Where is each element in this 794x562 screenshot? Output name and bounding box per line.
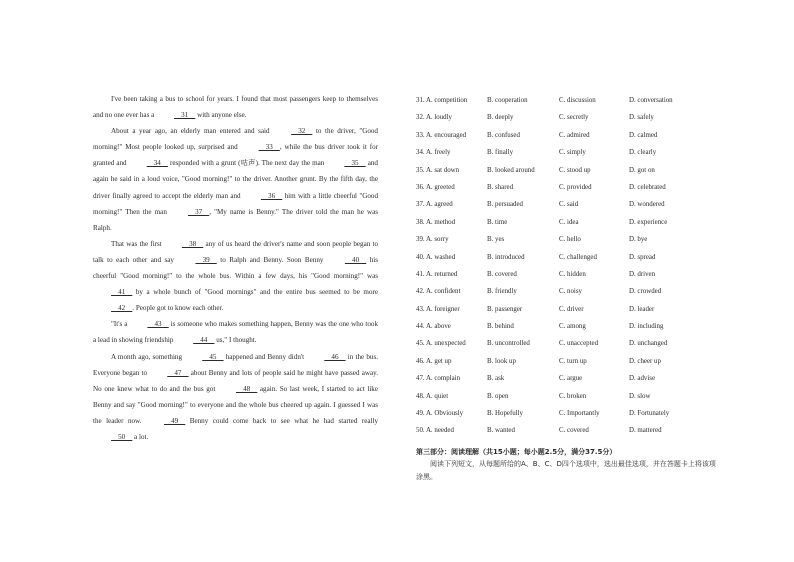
option-b: B. open — [487, 392, 509, 400]
option-c: C. admired — [559, 131, 590, 139]
cloze-blank-47: 47 — [167, 368, 189, 377]
passage-text: is someone who makes something happen, Benny was the one who took a lead in showing friendship — [93, 320, 378, 345]
option-c: C. Importantly — [559, 410, 600, 418]
option-d: D. got on — [629, 166, 655, 174]
option-b: B. ask — [487, 375, 505, 383]
option-b: B. persuaded — [487, 201, 523, 209]
passage-text: him with a little cheerful "Good morning!" Then the man — [93, 191, 378, 216]
passage-text: "It's a — [111, 320, 130, 329]
passage-text: any of us heard the driver's name and soon people began to talk to each other and say — [93, 239, 378, 264]
option-row — [416, 393, 716, 410]
passage-paragraph — [93, 349, 378, 446]
option-d: D. leader — [629, 305, 655, 313]
section-title: 第三部分：阅读理解（共15小题；每小题2.5分，满分37.5分） — [416, 448, 617, 456]
option-row — [416, 132, 716, 149]
option-c: C. covered — [559, 427, 589, 435]
option-b: B. cooperation — [487, 97, 528, 104]
passage-text: . People got to know each other. — [132, 304, 224, 313]
option-d: D. crowded — [629, 288, 662, 296]
option-d: D. including — [629, 323, 664, 331]
option-d: D. slow — [629, 392, 651, 400]
option-b: B. look up — [487, 357, 516, 365]
option-row — [416, 97, 716, 114]
cloze-blank-50: 50 — [111, 432, 133, 441]
option-a: 32. A. loudly — [416, 114, 452, 122]
option-a: 42. A. confident — [416, 288, 461, 296]
option-c: C. hello — [559, 236, 581, 244]
passage-text: again. So last week, I started to act like Benny and say "Good morning!" to everyone and the whole bus cheered up again. I guessed I was the leader now. — [93, 384, 378, 425]
option-a: 38. A. method — [416, 218, 456, 226]
option-row — [416, 219, 716, 236]
option-b: B. shared — [487, 183, 514, 191]
passage-text: by a whole bunch of "Good mornings" and the entire bus seemed to be more — [132, 288, 378, 297]
cloze-blank-43: 43 — [147, 320, 169, 329]
option-a: 34. A. freely — [416, 149, 451, 157]
cloze-blank-39: 39 — [195, 255, 217, 264]
option-row — [416, 149, 716, 166]
passage-text: A month ago, something — [111, 352, 185, 361]
passage-text: with anyone else. — [195, 111, 247, 120]
cloze-passage — [93, 91, 378, 445]
option-row — [416, 410, 716, 427]
option-a: 48. A. quiet — [416, 392, 449, 400]
option-d: D. advise — [629, 375, 656, 383]
cloze-blank-34: 34 — [146, 159, 168, 168]
option-a: 45. A. unexpected — [416, 340, 466, 348]
option-d: D. wondered — [629, 201, 665, 209]
passage-text: and again he said in a loud voice, "Good morning!" to the driver. Another grunt. By the fifth day, the driver finally agreed to accept the elderly man and — [93, 159, 378, 200]
option-a: 33. A. encouraged — [416, 131, 467, 139]
passage-text: about Benny and lots of people said he might have passed away. No one knew what to do and the bus got — [93, 368, 378, 393]
passage-text: , while the bus driver took it for granted and — [93, 143, 378, 168]
option-d: D. experience — [629, 218, 668, 226]
section-instruction: 阅读下列短文，从每题所给的A、B、C、D四个选项中，选出最佳选项，并在答题卡上将该项涂黑。 — [416, 460, 716, 481]
cloze-blank-42: 42 — [111, 304, 133, 313]
cloze-blank-41: 41 — [111, 288, 133, 297]
option-row — [416, 306, 716, 323]
option-row — [416, 114, 716, 131]
passage-text: happened and Benny didn't — [223, 352, 307, 361]
option-a: 47. A. complain — [416, 375, 461, 383]
passage-text: , "My name is Benny." The driver told the man he was Ralph. — [93, 207, 378, 232]
passage-text: in the bus. Everyone began to — [93, 352, 378, 377]
option-b: B. behind — [487, 323, 514, 331]
option-a: 50. A. needed — [416, 427, 454, 435]
passage-text: to the driver, "Good morning!" Most people looked up, surprised and — [93, 127, 378, 152]
passage-text: us," I thought. — [214, 336, 257, 345]
option-d: D. celebrated — [629, 183, 666, 191]
cloze-blank-45: 45 — [202, 352, 224, 361]
passage-text: to Ralph and Benny. Soon Benny — [216, 255, 327, 264]
option-row — [416, 288, 716, 305]
option-b: B. deeply — [487, 114, 514, 122]
option-row — [416, 427, 716, 444]
option-row — [416, 358, 716, 375]
option-c: C. simply — [559, 149, 586, 157]
option-b: B. friendly — [487, 288, 517, 296]
option-d: D. spread — [629, 253, 656, 261]
option-d: D. mattered — [629, 427, 662, 435]
option-c: C. discussion — [559, 97, 596, 104]
option-a: 37. A. agreed — [416, 201, 453, 209]
option-a: 49. A. Obviously — [416, 410, 464, 418]
option-row — [416, 271, 716, 288]
option-a: 31. A. competition — [416, 97, 468, 104]
option-c: C. among — [559, 323, 586, 331]
option-row — [416, 340, 716, 357]
option-b: B. covered — [487, 270, 517, 278]
option-a: 36. A. greeted — [416, 183, 455, 191]
cloze-blank-48: 48 — [235, 384, 258, 393]
passage-paragraph — [93, 123, 378, 236]
option-b: B. wanted — [487, 427, 515, 435]
option-row — [416, 375, 716, 392]
option-c: C. broken — [559, 392, 587, 400]
option-a: 41. A. returned — [416, 270, 458, 278]
option-a: 39. A. sorry — [416, 236, 449, 244]
option-a: 44. A. above — [416, 323, 451, 331]
option-row — [416, 254, 716, 271]
passage-text: his cheerful "Good morning!" to the whole bus. Within a few days, his "Good morning!" was — [93, 255, 379, 281]
option-d: D. unchanged — [629, 340, 668, 348]
option-d: D. cheer up — [629, 357, 661, 365]
option-b: B. finally — [487, 149, 514, 157]
cloze-options — [416, 97, 716, 445]
option-row — [416, 236, 716, 253]
cloze-blank-49: 49 — [163, 416, 186, 425]
cloze-blank-36: 36 — [260, 191, 283, 200]
option-b: B. time — [487, 218, 508, 226]
option-a: 43. A. foreigner — [416, 305, 460, 313]
passage-text: I've been taking a bus to school for years. I found that most passengers keep to themselves and no one ever has a — [93, 95, 378, 120]
cloze-blank-40: 40 — [344, 255, 367, 264]
option-d: D. calmed — [629, 131, 658, 139]
option-c: C. said — [559, 201, 579, 209]
option-c: C. noisy — [559, 288, 582, 296]
option-row — [416, 167, 716, 184]
option-c: C. unaccepted — [559, 340, 599, 348]
option-a: 40. A. washed — [416, 253, 456, 261]
option-c: C. stood up — [559, 166, 591, 174]
option-c: C. turn up — [559, 357, 587, 365]
option-c: C. driver — [559, 305, 584, 313]
passage-paragraph — [93, 316, 378, 348]
cloze-blank-31: 31 — [174, 111, 196, 120]
reading-section-header — [416, 446, 716, 484]
option-c: C. argue — [559, 375, 583, 383]
cloze-blank-44: 44 — [193, 336, 215, 345]
option-c: C. idea — [559, 218, 579, 226]
passage-text: That was the first — [111, 239, 164, 248]
option-b: B. looked around — [487, 166, 535, 174]
option-b: B. uncontrolled — [487, 340, 530, 348]
option-a: 35. A. sat down — [416, 166, 460, 174]
option-d: D. bye — [629, 236, 648, 244]
option-d: D. Fortunately — [629, 410, 670, 418]
option-c: C. hidden — [559, 270, 586, 278]
passage-text: responded with a grunt (咕声). The next day the man — [167, 159, 327, 168]
option-row — [416, 201, 716, 218]
cloze-blank-46: 46 — [324, 352, 346, 361]
option-d: D. driven — [629, 270, 656, 278]
cloze-blank-38: 38 — [181, 239, 204, 248]
passage-text: Benny could come back to see what he had started really — [185, 416, 378, 425]
passage-text: About a year ago, an elderly man entered and said — [111, 127, 274, 136]
option-b: B. yes — [487, 236, 505, 244]
option-d: D. conversation — [629, 97, 673, 104]
option-c: C. challenged — [559, 253, 597, 261]
cloze-blank-35: 35 — [344, 159, 366, 168]
option-row — [416, 323, 716, 340]
cloze-blank-33: 33 — [258, 143, 280, 152]
option-b: B. introduced — [487, 253, 525, 261]
cloze-blank-32: 32 — [291, 127, 313, 136]
passage-paragraph — [93, 236, 378, 316]
option-d: D. clearly — [629, 149, 657, 157]
passage-paragraph — [93, 91, 378, 123]
option-d: D. safely — [629, 114, 654, 122]
option-b: B. Hopefully — [487, 410, 523, 418]
option-c: C. secretly — [559, 114, 589, 122]
option-row — [416, 184, 716, 201]
option-b: B. confused — [487, 131, 520, 139]
option-c: C. provided — [559, 183, 592, 191]
cloze-blank-37: 37 — [187, 207, 210, 216]
option-a: 46. A. get up — [416, 357, 452, 365]
option-b: B. passenger — [487, 305, 523, 313]
passage-text: a lot. — [132, 432, 149, 441]
